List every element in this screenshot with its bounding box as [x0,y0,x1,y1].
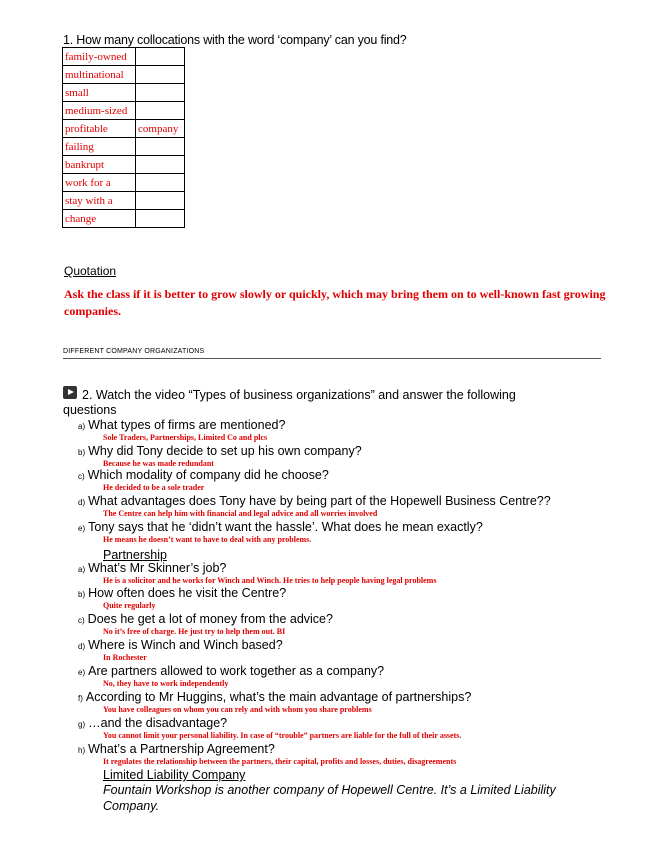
question-text: Why did Tony decide to set up his own company? [88,444,362,458]
collocation-word: multinational [63,66,136,84]
question-text: Tony says that he ‘didn’t want the hassle’. What does he mean exactly? [88,520,483,534]
video-icon[interactable] [63,386,77,399]
question-item [78,444,362,458]
question-letter: b) [78,590,86,599]
question-letter: e) [78,524,86,533]
answer-text: Sole Traders, Partnerships, Limited Co and plcs [103,433,268,442]
question-text: Where is Winch and Winch based? [88,638,283,652]
question-letter: d) [78,498,86,507]
question-letter: d) [78,642,86,651]
question-item [78,612,333,626]
question-item [78,742,275,756]
question-letter: a) [78,422,86,431]
partnership-subhead: Partnership [103,548,167,562]
table-row [63,174,185,192]
question-item [78,520,483,534]
table-row [63,84,185,102]
collocation-word: medium-sized [63,102,136,120]
answer-text: He means he doesn’t want to have to deal with any problems. [103,535,312,544]
table-row [63,48,185,66]
answer-text: You cannot limit your personal liability. In case of “trouble” partners are liable for the full of their assets. [103,731,462,740]
table-row [63,156,185,174]
question-item [78,690,471,704]
collocation-company [136,48,185,66]
question-item [78,494,551,508]
question-letter: a) [78,565,86,574]
question-letter: e) [78,668,86,677]
final-text: Fountain Workshop is another company of Hopewell Centre. It’s a Limited Liability Company. [103,783,556,813]
answer-text: No it’s free of charge. He just try to help them out. BI [103,627,286,636]
question-letter: g) [78,720,86,729]
section-divider [63,358,601,359]
table-row [63,138,185,156]
question-letter: c) [78,616,85,625]
table-row [63,192,185,210]
question-text: What types of firms are mentioned? [88,418,286,432]
table-row [63,102,185,120]
quotation-heading: Quotation [64,264,117,278]
question-text: How often does he visit the Centre? [88,586,287,600]
question-text: According to Mr Huggins, what’s the main advantage of partnerships? [85,690,472,704]
question-text: What advantages does Tony have by being part of the Hopewell Business Centre?? [88,494,551,508]
collocation-company [136,138,185,156]
question-letter: f) [78,694,83,703]
answer-text: The Centre can help him with financial and legal advice and all worries involved [103,509,378,518]
question-item [78,586,286,600]
collocation-company [136,174,185,192]
collocation-word: small [63,84,136,102]
collocation-word: family-owned [63,48,136,66]
collocation-word: failing [63,138,136,156]
table-row [63,120,185,138]
table-row [63,66,185,84]
q1-title: 1. How many collocations with the word ‘company’ can you find? [63,33,407,47]
question-item [78,468,329,482]
collocation-table [62,47,185,228]
answer-text: He is a solicitor and he works for Winch and Winch. He tries to help people having legal problems [103,576,437,585]
answer-text: You have colleagues on whom you can rely and with whom you share problems [103,705,372,714]
question-item [78,716,227,730]
table-row [63,210,185,228]
section-title: DIFFERENT COMPANY ORGANIZATIONS [63,348,205,355]
q2-title-cont: questions [63,403,117,417]
answer-text: He decided to be a sole trader [103,483,205,492]
question-item [78,664,384,678]
question-text: Which modality of company did he choose? [87,468,329,482]
question-item [78,561,226,575]
question-text: Are partners allowed to work together as a company? [88,664,385,678]
collocation-company [136,210,185,228]
question-letter: h) [78,746,86,755]
question-text: …and the disadvantage? [88,716,228,730]
question-text: What’s a Partnership Agreement? [88,742,275,756]
answer-text: Because he was made redundant [103,459,214,468]
collocation-company [136,192,185,210]
collocation-word: stay with a [63,192,136,210]
question-item [78,418,285,432]
collocation-word: work for a [63,174,136,192]
collocation-word: bankrupt [63,156,136,174]
collocation-company: company [136,120,185,138]
collocation-word: change [63,210,136,228]
quotation-text: Ask the class if it is better to grow slowly or quickly, which may bring them on to well-known fast growing companies. [64,287,606,318]
question-text: Does he get a lot of money from the advice? [87,612,333,626]
question-text: What’s Mr Skinner’s job? [88,561,227,575]
collocation-company [136,84,185,102]
question-item [78,638,283,652]
collocation-company [136,156,185,174]
answer-text: In Rochester [103,653,147,662]
collocation-company [136,102,185,120]
question-letter: b) [78,448,86,457]
collocation-word: profitable [63,120,136,138]
answer-text: It regulates the relationship between the partners, their capital, profits and losses, duties, disagreements [103,757,457,766]
answer-text: Quite regularly [103,601,156,610]
q2-title: 2. Watch the video “Types of business organizations” and answer the following [82,388,516,402]
question-letter: c) [78,472,85,481]
limited-company-subhead: Limited Liability Company [103,768,246,782]
collocation-company [136,66,185,84]
answer-text: No, they have to work independently [103,679,229,688]
